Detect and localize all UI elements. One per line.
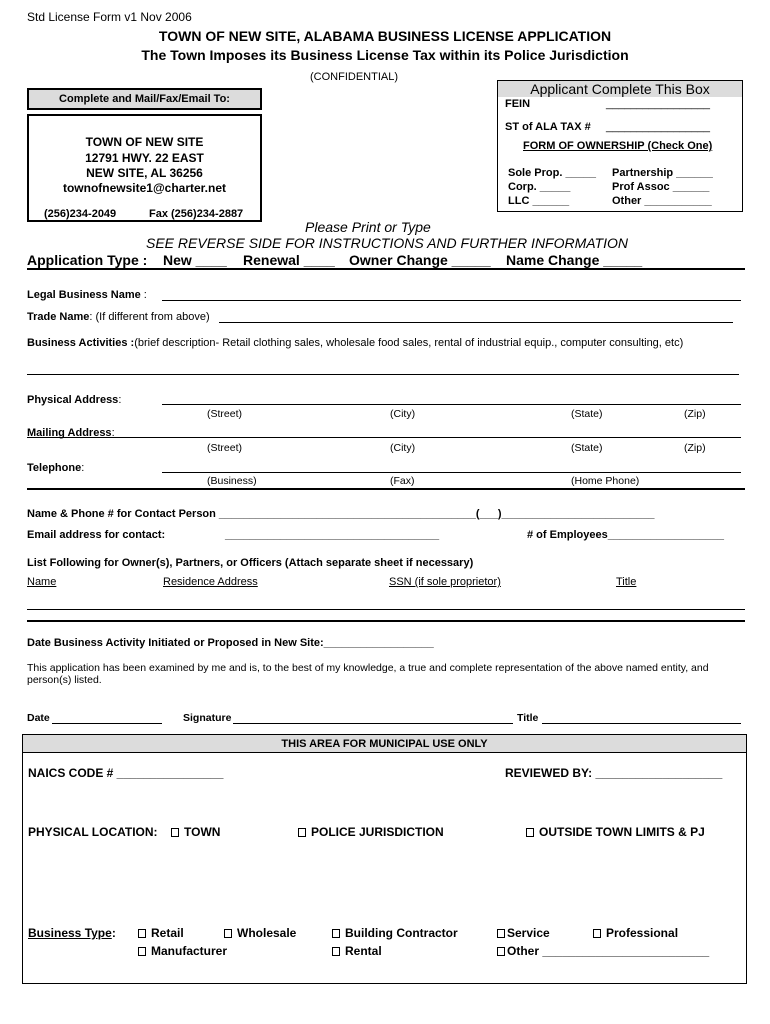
business-type-retail[interactable]: Retail [138, 926, 184, 940]
date-initiated-field[interactable]: Date Business Activity Initiated or Proposed in New Site:__________________ [27, 637, 434, 649]
naics-field[interactable]: NAICS CODE # ________________ [28, 766, 224, 780]
business-type-service[interactable]: Service [497, 926, 550, 940]
attestation-text: This application has been examined by me and is, to the best of my knowledge, a true and complete representation of the above named entity, and person(s) listed. [27, 662, 709, 686]
fax-phone-hint: (Fax) [390, 475, 415, 487]
checkbox-icon[interactable] [298, 828, 306, 837]
owners-col-address: Residence Address [163, 576, 258, 588]
checkbox-icon[interactable] [497, 929, 505, 938]
owners-heading: List Following for Owner(s), Partners, or Officers (Attach separate sheet if necessary) [27, 557, 474, 569]
checkbox-icon[interactable] [593, 929, 601, 938]
app-type-owner-change[interactable]: Owner Change _____ [349, 252, 491, 268]
signature-field[interactable] [233, 723, 513, 724]
physical-state-hint: (State) [571, 408, 603, 420]
trade-name-field[interactable] [219, 322, 733, 323]
page-subtitle: The Town Imposes its Business License Tax within its Police Jurisdiction [141, 47, 629, 63]
applicant-box [497, 80, 743, 212]
date-field[interactable] [52, 723, 162, 724]
confidential-label: (CONFIDENTIAL) [310, 71, 398, 83]
telephone-label: Telephone: [27, 462, 85, 474]
owners-col-name: Name [27, 576, 57, 588]
checkbox-icon[interactable] [138, 947, 146, 956]
title-field[interactable] [542, 723, 741, 724]
mail-address-box [27, 114, 262, 222]
contact-email-field[interactable]: ___________________________________ [225, 529, 440, 541]
divider [27, 268, 745, 270]
mailing-address-label: Mailing Address: [27, 427, 115, 439]
legal-name-label: Legal Business Name : [27, 289, 147, 301]
divider [27, 620, 745, 622]
business-type-other[interactable]: Other _________________________ [497, 944, 709, 958]
checkbox-icon[interactable] [332, 947, 340, 956]
business-type-wholesale[interactable]: Wholesale [224, 926, 296, 940]
checkbox-icon[interactable] [497, 947, 505, 956]
physical-location-label: PHYSICAL LOCATION: [28, 825, 158, 839]
activities-field[interactable] [27, 374, 739, 375]
location-police-option[interactable]: POLICE JURISDICTION [298, 825, 444, 839]
sole-prop-field[interactable]: Sole Prop. _____ [508, 167, 597, 179]
town-fax: Fax (256)234-2887 [149, 208, 244, 220]
telephone-field[interactable] [162, 472, 741, 473]
mail-to-label: Complete and Mail/Fax/Email To: [27, 88, 262, 110]
physical-zip-hint: (Zip) [684, 408, 706, 420]
business-type-professional[interactable]: Professional [593, 926, 678, 940]
mailing-street-hint: (Street) [207, 442, 243, 454]
signature-label: Signature [183, 712, 232, 724]
owners-col-ssn: SSN (if sole proprietor) [389, 576, 501, 588]
app-type-new[interactable]: New ____ [163, 252, 227, 268]
print-instruction: Please Print or Type [305, 219, 431, 235]
partnership-field[interactable]: Partnership ______ [612, 167, 713, 179]
mailing-address-field[interactable] [27, 437, 741, 438]
page-title: TOWN OF NEW SITE, ALABAMA BUSINESS LICENSE APPLICATION [158, 28, 612, 44]
owners-row-field[interactable] [27, 609, 745, 610]
physical-city-hint: (City) [390, 408, 416, 420]
contact-email-label: Email address for contact: [27, 529, 166, 541]
divider [27, 488, 745, 490]
mailing-state-hint: (State) [571, 442, 603, 454]
physical-street-hint: (Street) [207, 408, 243, 420]
legal-name-field[interactable] [162, 300, 741, 301]
town-city: NEW SITE, AL 36256 [86, 166, 203, 180]
reviewed-by-field[interactable]: REVIEWED BY: ___________________ [505, 766, 723, 780]
physical-address-field[interactable] [162, 404, 741, 405]
checkbox-icon[interactable] [332, 929, 340, 938]
mailing-zip-hint: (Zip) [684, 442, 706, 454]
physical-address-label: Physical Address: [27, 394, 122, 406]
ownership-title: FORM OF OWNERSHIP (Check One) [523, 140, 713, 152]
fein-field[interactable]: _________________ [606, 98, 711, 110]
business-type-manufacturer[interactable]: Manufacturer [138, 944, 227, 958]
business-type-rental[interactable]: Rental [332, 944, 382, 958]
trade-name-label: Trade Name: (If different from above) [27, 311, 210, 323]
prof-assoc-field[interactable]: Prof Assoc ______ [612, 181, 710, 193]
checkbox-icon[interactable] [138, 929, 146, 938]
mailing-city-hint: (City) [390, 442, 416, 454]
business-type-label: Business Type: [28, 926, 116, 940]
activities-label: Business Activities :(brief description- Retail clothing sales, wholesale food sales, rental of industrial equip., computer consulting, etc) [27, 337, 684, 349]
checkbox-icon[interactable] [526, 828, 534, 837]
contact-person-field[interactable]: Name & Phone # for Contact Person __________________________________________(___)_________________________ [27, 508, 655, 520]
municipal-use-header: THIS AREA FOR MUNICIPAL USE ONLY [23, 735, 746, 753]
home-phone-hint: (Home Phone) [571, 475, 640, 487]
owners-col-title: Title [616, 576, 637, 588]
corp-field[interactable]: Corp. _____ [508, 181, 571, 193]
town-phone: (256)234-2049 [44, 208, 117, 220]
business-type-building[interactable]: Building Contractor [332, 926, 458, 940]
applicant-box-title: Applicant Complete This Box [498, 81, 742, 97]
employees-field[interactable]: # of Employees___________________ [527, 529, 724, 541]
location-town-option[interactable]: TOWN [171, 825, 220, 839]
business-phone-hint: (Business) [207, 475, 257, 487]
town-email: townofnewsite1@charter.net [62, 181, 227, 195]
municipal-use-box [22, 734, 747, 984]
title-label: Title [517, 712, 539, 724]
application-type-label: Application Type : [27, 252, 148, 268]
location-outside-option[interactable]: OUTSIDE TOWN LIMITS & PJ [526, 825, 705, 839]
other-ownership-field[interactable]: Other ___________ [612, 195, 712, 207]
st-tax-field[interactable]: _________________ [606, 121, 711, 133]
checkbox-icon[interactable] [224, 929, 232, 938]
town-name: TOWN OF NEW SITE [85, 135, 204, 149]
form-version: Std License Form v1 Nov 2006 [27, 10, 192, 24]
fein-label: FEIN [505, 98, 531, 110]
app-type-renewal[interactable]: Renewal ____ [243, 252, 335, 268]
date-label: Date [27, 712, 50, 724]
town-street: 12791 HWY. 22 EAST [85, 151, 204, 165]
app-type-name-change[interactable]: Name Change _____ [506, 252, 643, 268]
reverse-instruction: SEE REVERSE SIDE FOR INSTRUCTIONS AND FURTHER INFORMATION [146, 235, 629, 251]
llc-field[interactable]: LLC ______ [508, 195, 570, 207]
st-tax-label: ST of ALA TAX # [505, 121, 591, 133]
checkbox-icon[interactable] [171, 828, 179, 837]
